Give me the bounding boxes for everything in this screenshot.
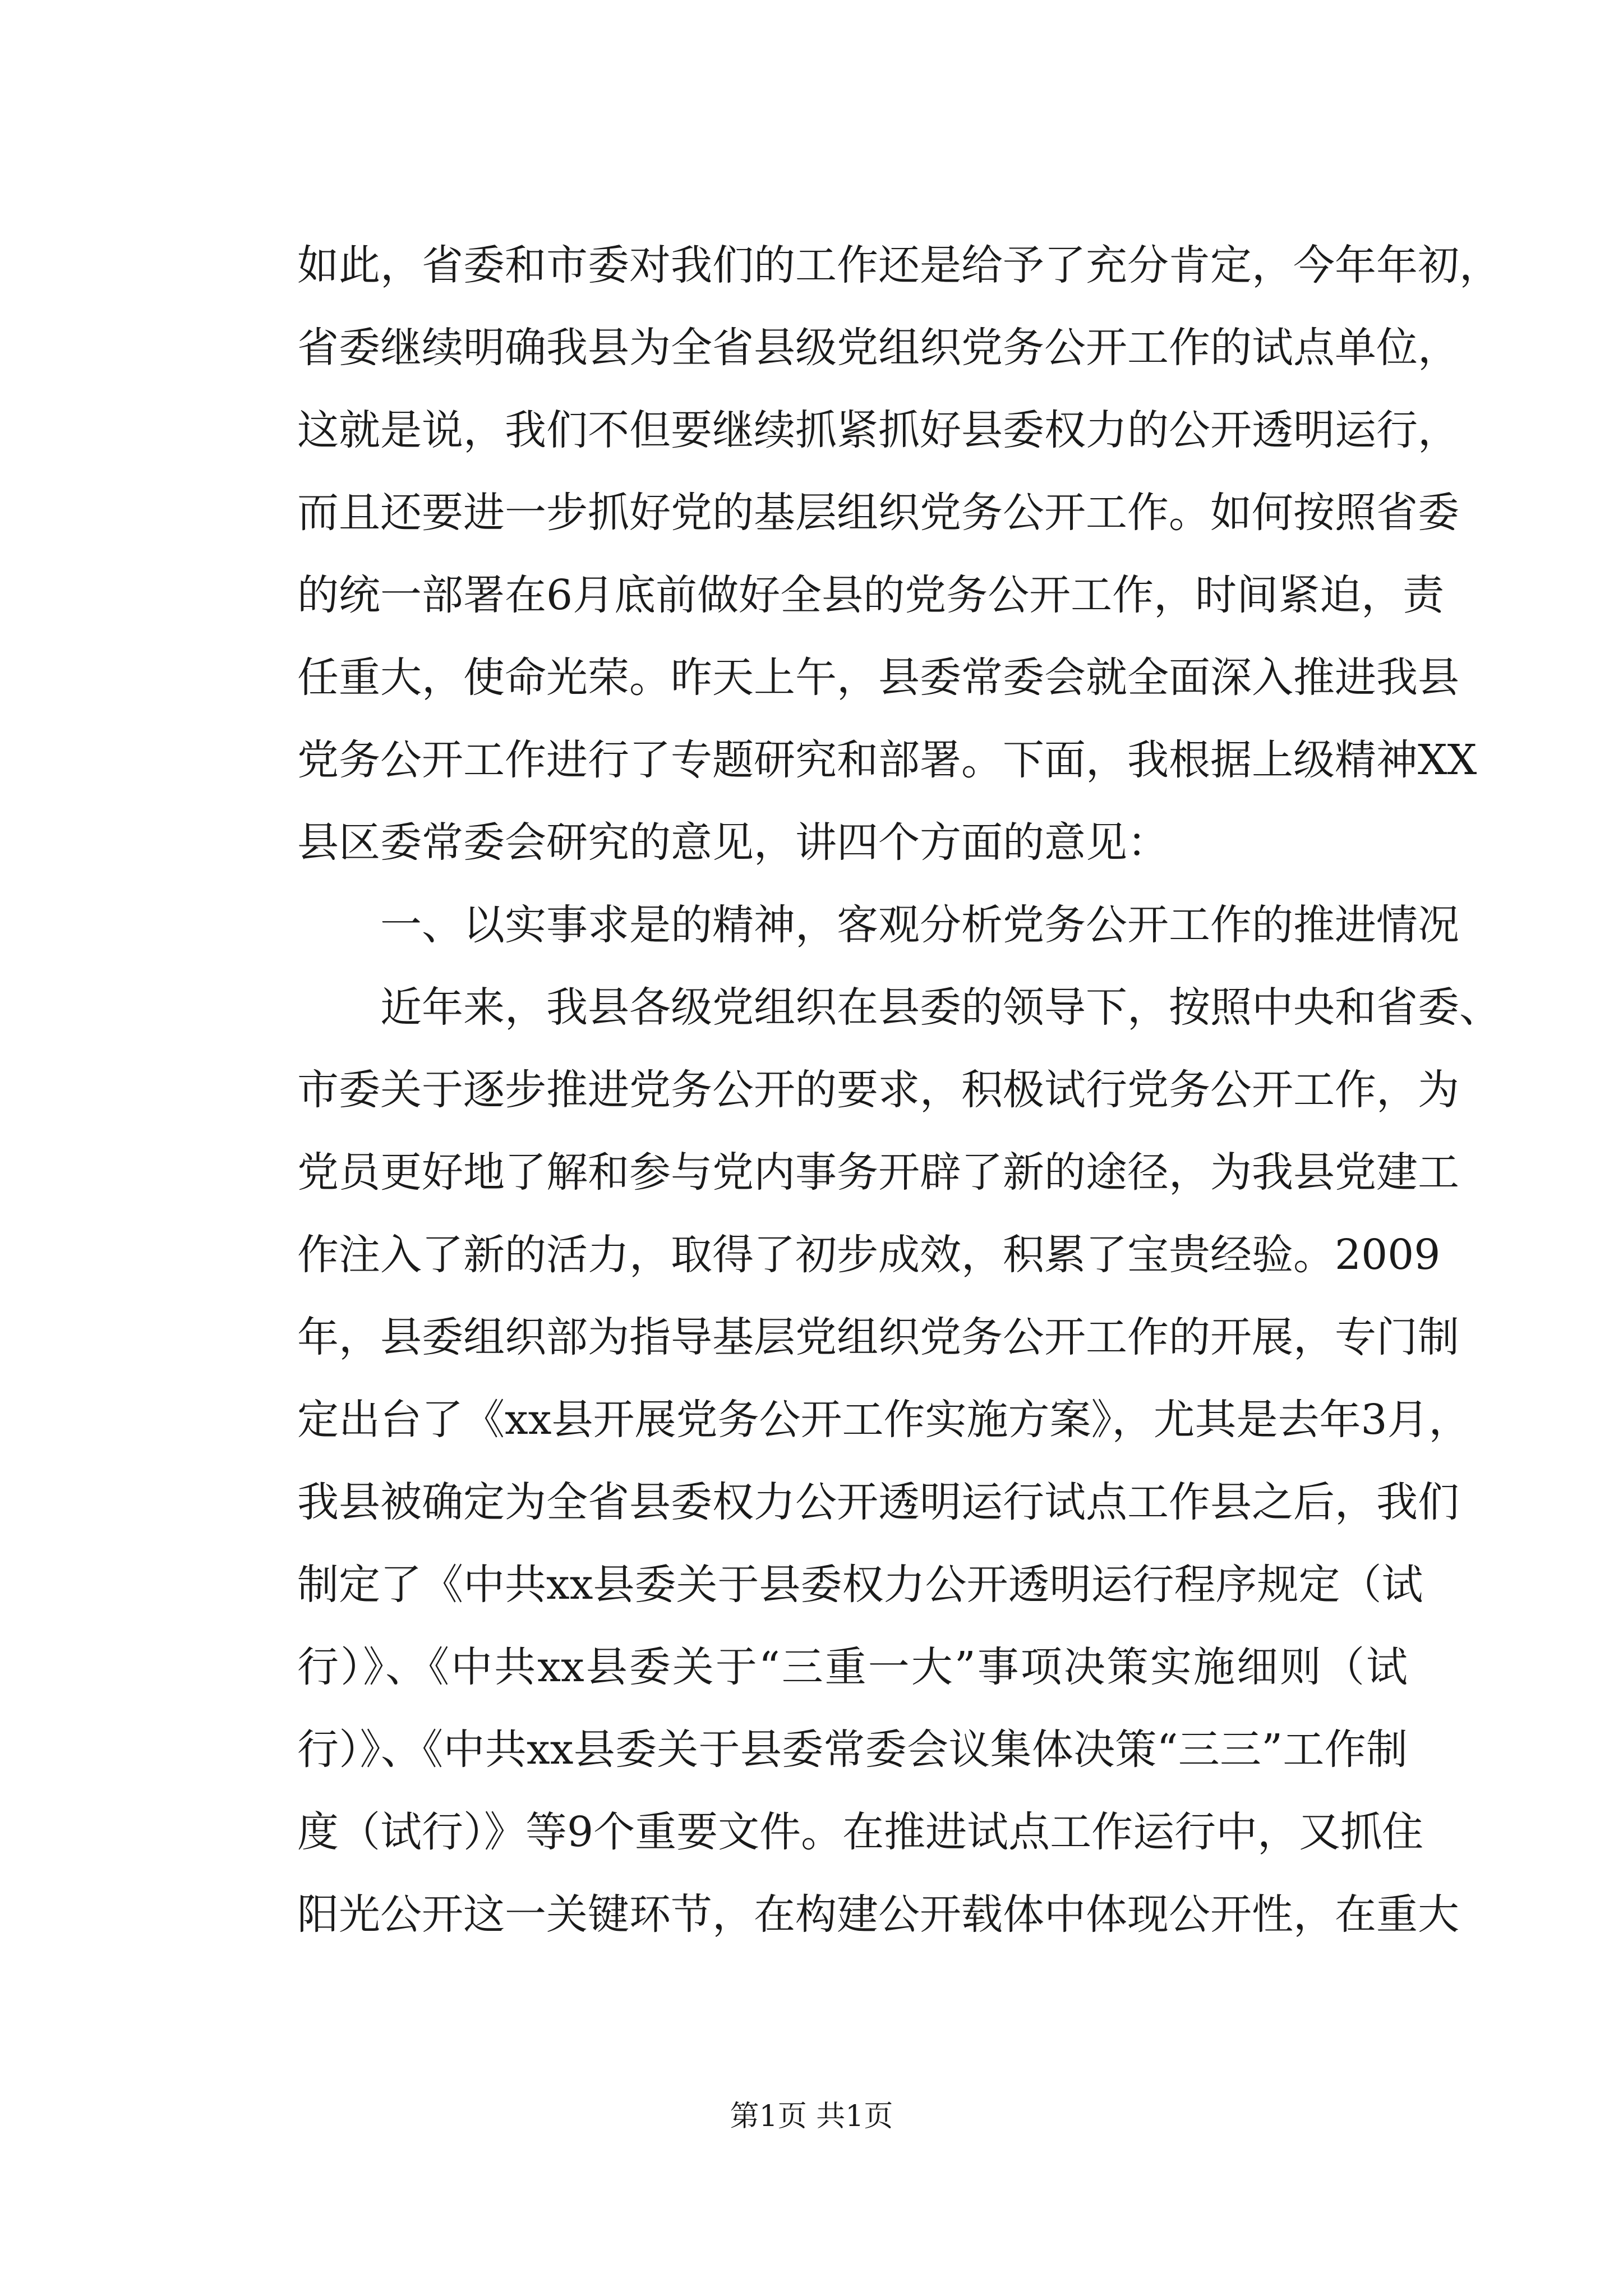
section-heading: 一、以实事求是的精神，客观分析党务公开工作的推进情况 (380, 901, 1459, 949)
text-line: 度（试行）》等9个重要文件。在推进试点工作运行中，又抓住 (297, 1808, 1424, 1856)
body-text (297, 224, 1501, 1956)
text-line: 我县被确定为全省县委权力公开透明运行试点工作县之后，我们 (297, 1478, 1459, 1526)
text-line: 市委关于逐步推进党务公开的要求，积极试行党务公开工作，为 (297, 1066, 1459, 1114)
text-line: 党员更好地了解和参与党内事务开辟了新的途径，为我县党建工 (297, 1148, 1459, 1197)
text-line: 任重大，使命光荣。昨天上午，县委常委会就全面深入推进我县 (297, 654, 1459, 702)
text-line: 这就是说，我们不但要继续抓紧抓好县委权力的公开透明运行， (297, 406, 1459, 454)
text-line: 近年来，我县各级党组织在县委的领导下，按照中央和省委、 (380, 983, 1501, 1032)
text-line: 行）》、《中共xx县委关于县委常委会议集体决策“三三”工作制 (297, 1726, 1408, 1774)
text-line: 的统一部署在6月底前做好全县的党务公开工作，时间紧迫，责 (297, 571, 1445, 619)
text-line: 阳光公开这一关键环节，在构建公开载体中体现公开性，在重大 (297, 1890, 1459, 1939)
text-line: 党务公开工作进行了专题研究和部署。下面，我根据上级精神XX (297, 736, 1477, 784)
text-line: 年，县委组织部为指导基层党组织党务公开工作的开展，专门制 (297, 1313, 1459, 1361)
text-line: 而且还要进一步抓好党的基层组织党务公开工作。如何按照省委 (297, 489, 1459, 537)
text-line: 县区委常委会研究的意见，讲四个方面的意见： (297, 818, 1169, 867)
text-line: 定出台了《xx县开展党务公开工作实施方案》，尤其是去年3月， (297, 1396, 1470, 1444)
text-line: 如此，省委和市委对我们的工作还是给予了充分肯定，今年年初， (297, 241, 1501, 289)
text-line: 制定了《中共xx县委关于县委权力公开透明运行程序规定（试 (297, 1561, 1423, 1609)
text-line: 省委继续明确我县为全省县级党组织党务公开工作的试点单位， (297, 324, 1459, 372)
text-line: 作注入了新的活力，取得了初步成效，积累了宝贵经验。2009 (297, 1231, 1441, 1279)
page-footer: 第1页 共1页 (730, 2100, 893, 2133)
text-line: 行）》、《中共xx县委关于“三重一大”事项决策实施细则（试 (297, 1643, 1408, 1691)
